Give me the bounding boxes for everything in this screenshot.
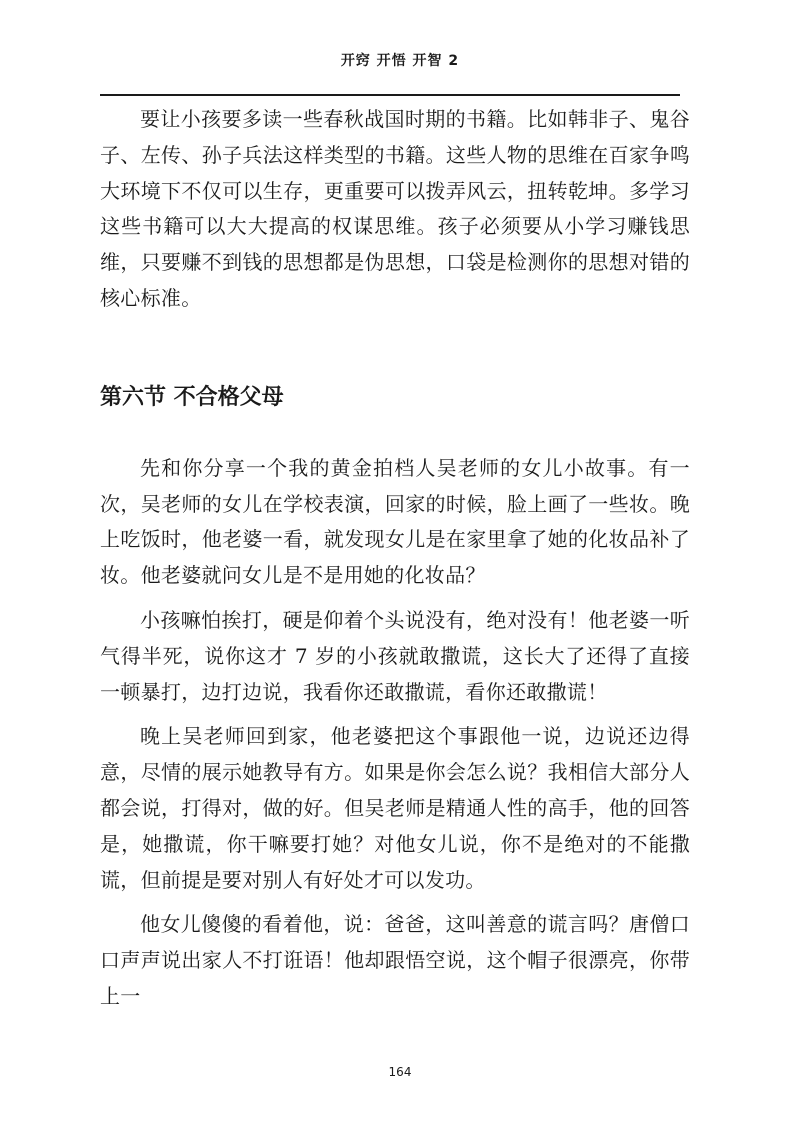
intro-paragraph: 要让小孩要多读一些春秋战国时期的书籍。比如韩非子、鬼谷子、左传、孙子兵法这样类型的书籍。这些人物的思维在百家争鸣大环境下不仅可以生存，更重要可以拨弄风云，扭转乾坤。多学习这些书籍可以大大提高的权谋思维。孩子必须要从小学习赚钱思维，只要赚不到钱的思想都是伪思想，口袋是检测你的思想对错的核心标准。 <box>100 107 690 310</box>
paragraph-4: 他女儿傻傻的看着他，说：爸爸，这叫善意的谎言吗？唐僧口口声声说出家人不打诳语！他却跟悟空说，这个帽子很漂亮，你带上一 <box>100 912 690 1008</box>
section-title: 第六节 不合格父母 <box>100 384 284 410</box>
paragraph-1: 先和你分享一个我的黄金拍档人吴老师的女儿小故事。有一次，吴老师的女儿在学校表演，回家的时候，脸上画了一些妆。晚上吃饭时，他老婆一看，就发现女儿是在家里拿了她的化妆品补了妆。他老婆就问女儿是不是用她的化妆品？ <box>100 455 690 588</box>
paragraph-3: 晚上吴老师回到家，他老婆把这个事跟他一说，边说还边得意，尽情的展示她教导有方。如果是你会怎么说？我相信大部分人都会说，打得对，做的好。但吴老师是精通人性的高手，他的回答是，她撒谎，你干嘛要打她？对他女儿说，你不是绝对的不能撒谎，但前提是要对别人有好处才可以发功。 <box>100 724 690 892</box>
running-header: 开窍 开悟 开智 2 <box>340 53 460 69</box>
page-number: 164 <box>388 1065 412 1079</box>
paragraph-2: 小孩嘛怕挨打，硬是仰着个头说没有，绝对没有！他老婆一听气得半死，说你这才 7 岁的小孩就敢撒谎，这长大了还得了直接一顿暴打，边打边说，我看你还敢撒谎，看你还敢撒谎！ <box>100 607 690 704</box>
header-rule <box>100 94 680 96</box>
page-content <box>100 102 690 1015</box>
